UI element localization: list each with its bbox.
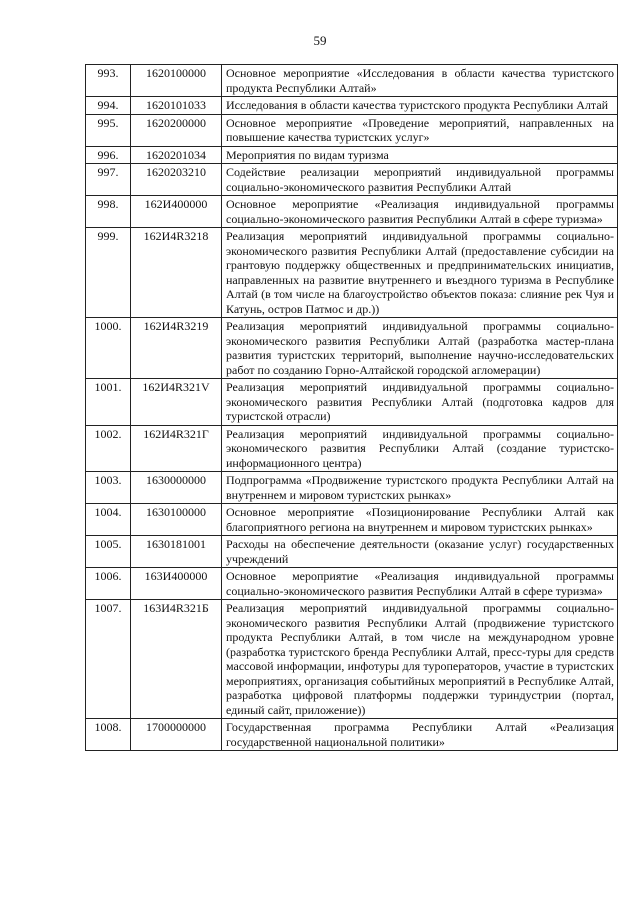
row-number-cell: 998.: [86, 196, 131, 228]
row-name-cell: Расходы на обеспечение деятельности (оказание услуг) государственных учреждений: [222, 536, 618, 568]
row-name-cell: Реализация мероприятий индивидуальной программы социально-экономического развития Республики Алтай (предоставление субсидии на грантовую поддержку общественных и предпринимательских инициатив, направленных на развитие внутреннего и въездного туризма в Республике Алтай (в том числе на благоустройство объектов показа: слияние рек Чуя и Катунь, остров Патмос и др.)): [222, 228, 618, 318]
table-row: [86, 114, 618, 146]
row-code-cell: 1620101033: [131, 97, 222, 115]
table-row: [86, 568, 618, 600]
row-name-cell: Основное мероприятие «Реализация индивидуальной программы социально-экономического развития Республики Алтай в сфере туризма»: [222, 568, 618, 600]
row-number-cell: 1003.: [86, 472, 131, 504]
table-row: [86, 318, 618, 379]
row-code-cell: 1630181001: [131, 536, 222, 568]
row-name-cell: Основное мероприятие «Исследования в области качества туристского продукта Республики Алтай»: [222, 65, 618, 97]
row-number-cell: 995.: [86, 114, 131, 146]
row-number-cell: 993.: [86, 65, 131, 97]
row-name-cell: Реализация мероприятий индивидуальной программы социально-экономического развития Республики Алтай (разработка мастер-плана развития туристских территорий, выполнение научно-исследовательских работ по созданию Горно-Алтайской городской агломерации): [222, 318, 618, 379]
table-body: [86, 65, 618, 751]
row-code-cell: 162И4R321V: [131, 379, 222, 426]
row-number-cell: 1001.: [86, 379, 131, 426]
row-name-cell: Реализация мероприятий индивидуальной программы социально-экономического развития Республики Алтай (создание туристско-информационного центра): [222, 425, 618, 472]
budget-classification-table: [85, 64, 618, 751]
row-number-cell: 1008.: [86, 719, 131, 751]
row-number-cell: 996.: [86, 146, 131, 164]
row-code-cell: 1620201034: [131, 146, 222, 164]
row-name-cell: Основное мероприятие «Реализация индивидуальной программы социально-экономического развития Республики Алтай в сфере туризма»: [222, 196, 618, 228]
table-row: [86, 164, 618, 196]
table-row: [86, 97, 618, 115]
row-name-cell: Подпрограмма «Продвижение туристского продукта Республики Алтай на внутреннем и мировом туристских рынках»: [222, 472, 618, 504]
row-name-cell: Основное мероприятие «Позиционирование Республики Алтай как благоприятного региона на внутреннем и мировом туристских рынках»: [222, 504, 618, 536]
row-code-cell: 162И4R3218: [131, 228, 222, 318]
row-name-cell: Государственная программа Республики Алтай «Реализация государственной национальной политики»: [222, 719, 618, 751]
table-row: [86, 472, 618, 504]
row-name-cell: Реализация мероприятий индивидуальной программы социально-экономического развития Республики Алтай (подготовка кадров для туристской отрасли): [222, 379, 618, 426]
row-code-cell: 162И4R321Г: [131, 425, 222, 472]
table-row: [86, 536, 618, 568]
table-row: [86, 425, 618, 472]
row-code-cell: 162И400000: [131, 196, 222, 228]
row-number-cell: 1000.: [86, 318, 131, 379]
table-row: [86, 600, 618, 719]
row-number-cell: 997.: [86, 164, 131, 196]
row-number-cell: 999.: [86, 228, 131, 318]
table-row: [86, 228, 618, 318]
row-code-cell: 1700000000: [131, 719, 222, 751]
page-number: 59: [313, 33, 327, 48]
table-row: [86, 379, 618, 426]
row-number-cell: 1007.: [86, 600, 131, 719]
row-name-cell: Основное мероприятие «Проведение мероприятий, направленных на повышение качества туристских услуг»: [222, 114, 618, 146]
row-code-cell: 1620200000: [131, 114, 222, 146]
row-number-cell: 1002.: [86, 425, 131, 472]
row-code-cell: 1630100000: [131, 504, 222, 536]
row-name-cell: Мероприятия по видам туризма: [222, 146, 618, 164]
row-code-cell: 1620203210: [131, 164, 222, 196]
row-name-cell: Содействие реализации мероприятий индивидуальной программы социально-экономического развития Республики Алтай: [222, 164, 618, 196]
table-row: [86, 504, 618, 536]
row-number-cell: 1006.: [86, 568, 131, 600]
row-code-cell: 1630000000: [131, 472, 222, 504]
table-row: [86, 719, 618, 751]
table-row: [86, 146, 618, 164]
row-number-cell: 1005.: [86, 536, 131, 568]
row-code-cell: 1620100000: [131, 65, 222, 97]
row-code-cell: 162И4R3219: [131, 318, 222, 379]
table-row: [86, 65, 618, 97]
row-code-cell: 163И400000: [131, 568, 222, 600]
row-number-cell: 1004.: [86, 504, 131, 536]
row-number-cell: 994.: [86, 97, 131, 115]
row-code-cell: 163И4R321Б: [131, 600, 222, 719]
row-name-cell: Реализация мероприятий индивидуальной программы социально-экономического развития Республики Алтай (продвижение туристского продукта Республики Алтай, в том числе на международном уровне (разработка туристского бренда Республики Алтай, пресс-туры для средств массовой информации, инфотуры для туроператоров, участие в туристских мероприятиях, организация событийных мероприятий в Республике Алтай, разработка цифровой платформы поддержки туриндустрии (портал, единый сайт, приложение)): [222, 600, 618, 719]
row-name-cell: Исследования в области качества туристского продукта Республики Алтай: [222, 97, 618, 115]
table-row: [86, 196, 618, 228]
